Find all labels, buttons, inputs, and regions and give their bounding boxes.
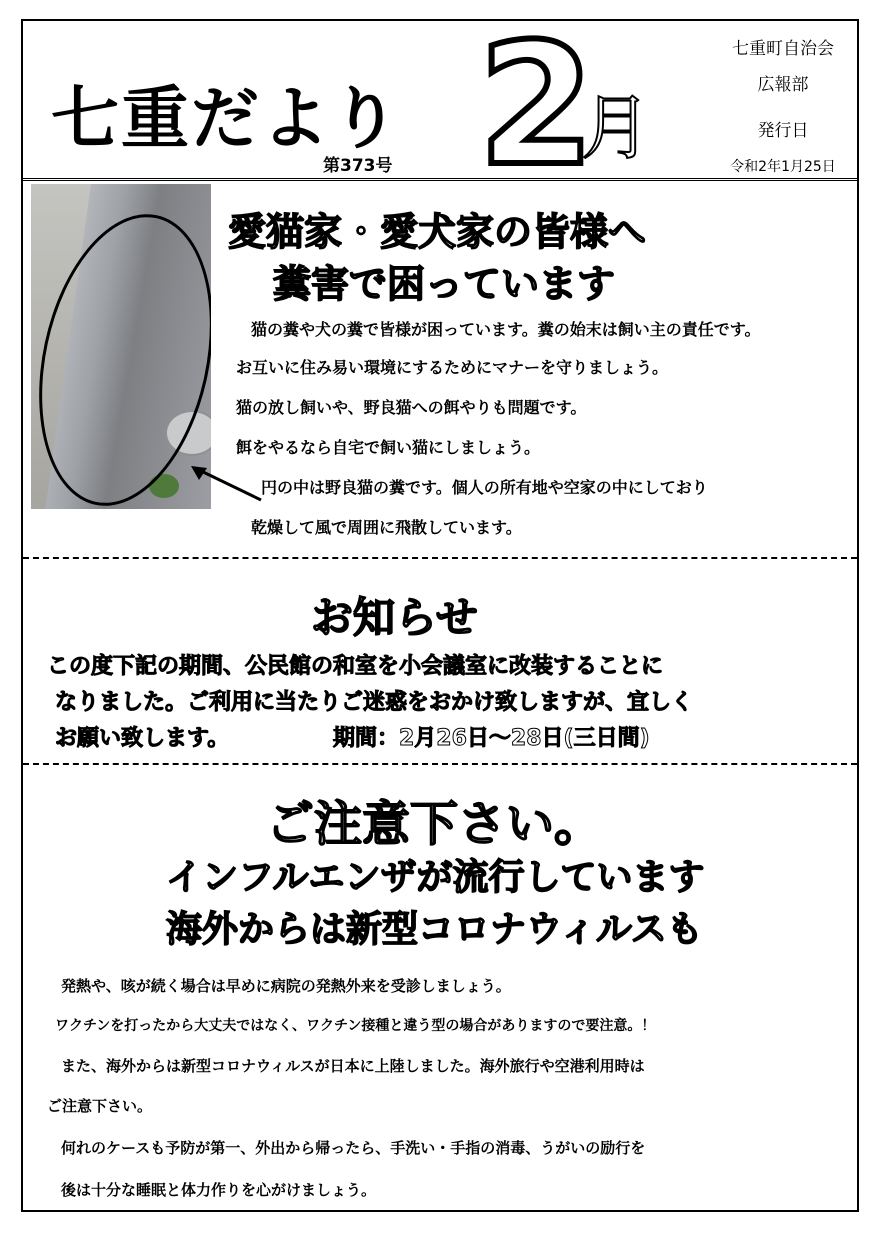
arrow-icon (189, 464, 264, 504)
notice-text-line: お願い致します。 (55, 726, 230, 751)
org-name: 七重町自治会 (732, 39, 834, 59)
health-subheading-flu: インフルエンザが流行しています (166, 857, 705, 898)
issue-number: 第373号 (323, 156, 393, 176)
health-text-line: 何れのケースも予防が第一、外出から帰ったら、手洗い・手指の消毒、うがいの励行を (61, 1139, 646, 1157)
pet-heading-line2: 糞害で困っています (273, 262, 616, 306)
pet-text-line: 餌をやるなら自宅で飼い猫にしましょう。 (236, 438, 541, 457)
health-text-line: また、海外からは新型コロナウィルスが日本に上陸しました。海外旅行や空港利用時は (61, 1057, 645, 1075)
newsletter-title: 七重だより (51, 80, 402, 159)
pet-waste-section (23, 181, 857, 559)
notice-section (23, 559, 857, 765)
publisher-block (713, 31, 853, 185)
health-section (23, 765, 857, 1212)
health-text-line: 後は十分な睡眠と体力作りを心がけましょう。 (61, 1181, 377, 1199)
notice-heading: お知らせ (311, 593, 478, 642)
notice-text-line: この度下記の期間、公民館の和室を小会議室に改装することに (47, 654, 664, 679)
department: 広報部 (757, 75, 809, 95)
pet-text-line: お互いに住み易い環境にするためにマナーを守りましょう。 (236, 358, 669, 377)
month-number: 2 (478, 7, 595, 203)
pet-text-line: 猫の糞や犬の糞で皆様が困っています。糞の始末は飼い主の責任です。 (251, 320, 761, 339)
newsletter-frame (21, 7, 859, 1212)
health-heading: ご注意下さい。 (266, 796, 603, 852)
masthead (23, 7, 857, 203)
droppings-photo (31, 184, 211, 509)
notice-text-line: なりました。ご利用に当たりご迷惑をおかけ致しますが、宜しく (55, 690, 694, 715)
health-text-line: ワクチンを打ったから大丈夫ではなく、ワクチン接種と違う型の場合がありますので要注意。！ (55, 1018, 656, 1034)
health-text-line: 発熱や、咳が続く場合は早めに病院の発熱外来を受診しましょう。 (61, 977, 511, 995)
month-label: 月 (581, 87, 651, 169)
pet-text-line: 乾燥して風で周囲に飛散しています。 (251, 518, 522, 537)
health-text-line: ご注意下さい。 (47, 1097, 153, 1115)
issued-label: 発行日 (757, 121, 809, 141)
health-subheading-corona: 海外からは新型コロナウィルスも (166, 909, 703, 950)
pet-text-line: 円の中は野良猫の糞です。個人の所有地や空家の中にしており (261, 478, 708, 497)
pet-text-line: 猫の放し飼いや、野良猫への餌やりも問題です。 (236, 398, 587, 417)
pet-heading-line1: 愛猫家・愛犬家の皆様へ (228, 210, 647, 254)
issued-date: 令和2年1月25日 (730, 159, 836, 175)
notice-period: 期間：2月26日～28日(三日間) (333, 726, 650, 751)
